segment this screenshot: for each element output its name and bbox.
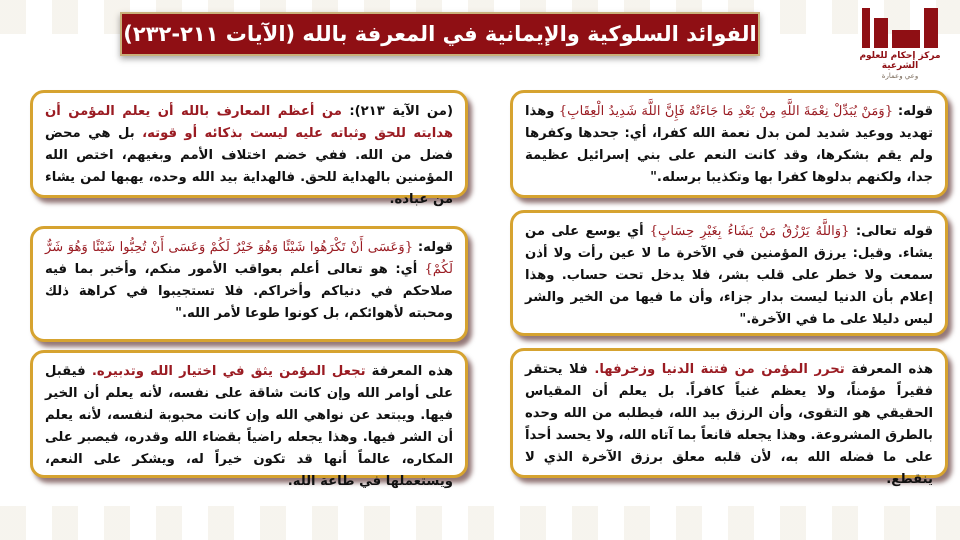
card-highlight: تجعل المؤمن يثق في اختيار الله وتدبيره.	[85, 364, 366, 379]
card-knowledge-frees	[510, 348, 948, 487]
card-lead: قوله:	[413, 240, 454, 255]
card-lead: هذه المعرفة	[844, 362, 933, 377]
card-verse-213	[30, 90, 468, 207]
card-highlight: تحرر المؤمن من فتنة الدنيا وزخرفها.	[587, 362, 845, 377]
card-quran-quote: {وَاللَّهُ يَرْزُقُ مَنْ يَشَاءُ بِغَيْرِ حِسَابٍ}	[643, 224, 850, 239]
card-lead: قوله تعالى:	[849, 224, 934, 239]
card-body: فلا يحتقر فقيراً مؤمناً، ولا يعظم غنياً كافراً. بل يعلم أن المقياس الحقيقي هو التقوى، وأن الرزق بيد الله، فيطلبه من الله وحده بالطرق المشروعة. وهذا يجعله قانعاً بما آتاه الله، ولا يحسد أحداً على ما فضله الله به، لأن قلبه معلق برزق الآخرة الذي لا ينقطع.	[525, 362, 933, 487]
card-highlight: من أعظم المعارف بالله أن يعلم المؤمن أن هدايته للحق وثباته عليه ليست بذكائه أو قوته،	[45, 104, 453, 141]
card-lead: هذه المعرفة	[365, 364, 453, 379]
card-verse-212	[510, 210, 948, 336]
card-body: بل هي محض فضل من الله. ففي خضم اختلاف الأمم وبغيهم، اختص الله المؤمنين بالهداية للحق. فالهداية بيد الله وحده، يهبها لمن يشاء من عباده.	[45, 126, 453, 207]
card-lead: قوله:	[893, 104, 934, 119]
card-body: أي يوسع على من يشاء. وقيل: يرزق المؤمنين في الآخرة ما لا عين رأت ولا أذن سمعت ولا خطر على قلب بشر، فلا يدخل تحت حساب. وهذا إعلام بأن الدنيا ليست بدار جزاء، وأن ما فيها من الخير والشر ليس دليلا على ما في الآخرة."	[525, 224, 933, 327]
ihkam-logo-icon	[854, 8, 946, 48]
background-ornament-bottom	[0, 506, 960, 540]
card-quran-quote: {وَعَسَى أَنْ تَكْرَهُوا شَيْئًا وَهُوَ خَيْرٌ لَكُمْ وَعَسَى أَنْ تُحِبُّوا شَيْئًا وَهُوَ شَرٌّ لَكُمْ}	[45, 240, 453, 277]
slide-title: الفوائد السلوكية والإيمانية في المعرفة بالله (الآيات ٢١١-٢٣٢)	[123, 22, 757, 46]
slide-title-banner	[120, 12, 760, 56]
card-quran-quote: {وَمَنْ يُبَدِّلْ نِعْمَةَ اللَّهِ مِنْ بَعْدِ مَا جَاءَتْهُ فَإِنَّ اللَّهَ شَدِيدُ الْعِقَابِ}	[554, 104, 894, 119]
card-lead: (من الآية ٢١٣):	[341, 104, 453, 119]
card-verse-216	[30, 226, 468, 342]
ihkam-logo	[854, 8, 946, 78]
card-verse-211	[510, 90, 948, 198]
logo-tagline: وعي وعمارة	[881, 72, 919, 80]
card-body: وهذا تهديد ووعيد شديد لمن بدل نعمة الله كفرا، أي: جحدها وكفرها ولم يقم بشكرها، وقد كانت النعم على بني إسرائيل عظيمة جدا، ولكنهم بدلوها كفرا بها وتكذيبا برسله."	[525, 104, 933, 185]
card-body: أي: هو تعالى أعلم بعواقب الأمور منكم، وأخبر بما فيه صلاحكم في دنياكم وأخراكم. فلا تستجيبوا في كراهة ذلك ومحبته لأهوائكم، بل كونوا طوعا لأمر الله."	[45, 262, 453, 321]
card-body: فيقبل على أوامر الله وإن كانت شاقة على نفسه، لأنه يعلم أن الخير فيها. ويبتعد عن نواهي الله وإن كانت محبوبة لنفسه، لأنه يعلم أن الشر فيها. وهذا يجعله راضياً بقضاء الله وقدره، فيصبر على المكاره، عالماً أنها قد تكون خيراً له، ويشكر على النعم، ويستعملها في طاعة الله.	[45, 364, 453, 489]
card-knowledge-trust	[30, 350, 468, 489]
logo-org-name: مركز إحكام للعلوم الشرعية	[859, 51, 941, 71]
